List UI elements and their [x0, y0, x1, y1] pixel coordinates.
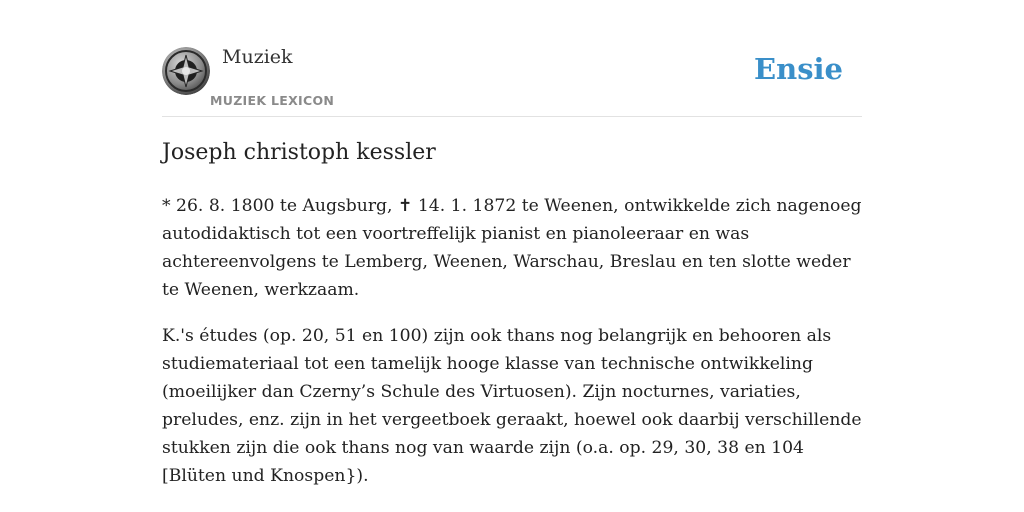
site-name[interactable]: Muziek [222, 46, 293, 68]
paragraph: * 26. 8. 1800 te Augsburg, ✝ 14. 1. 1872 te Weenen, ontwikkelde zich nagenoeg autodidaktisch tot een voortreffelijk pianist en pianoleeraar en was achtereenvolgens te Lemberg, Weenen, Warschau, Breslau en ten slotte weder te Weenen, werkzaam. [162, 196, 862, 300]
paragraph: K.'s études (op. 20, 51 en 100) zijn ook thans nog belangrijk en behooren als studiemateriaal tot een tamelijk hooge klasse van technische ontwikkeling (moeilijker dan Czerny’s Schule des Virtuosen). Zijn nocturnes, variaties, preludes, enz. zijn in het vergeetboek geraakt, hoewel ook daarbij verschillende stukken zijn die ook thans nog van waarde zijn (o.a. op. 29, 30, 38 en 104 [Blüten und Knospen}). [162, 326, 862, 486]
article-body [162, 192, 862, 508]
site-header [162, 44, 862, 117]
site-subtitle: MUZIEK LEXICON [210, 93, 335, 108]
brand-logo[interactable]: Ensie [754, 52, 843, 86]
page-title: Joseph christoph kessler [162, 140, 436, 165]
music-emblem-icon[interactable] [162, 47, 210, 95]
